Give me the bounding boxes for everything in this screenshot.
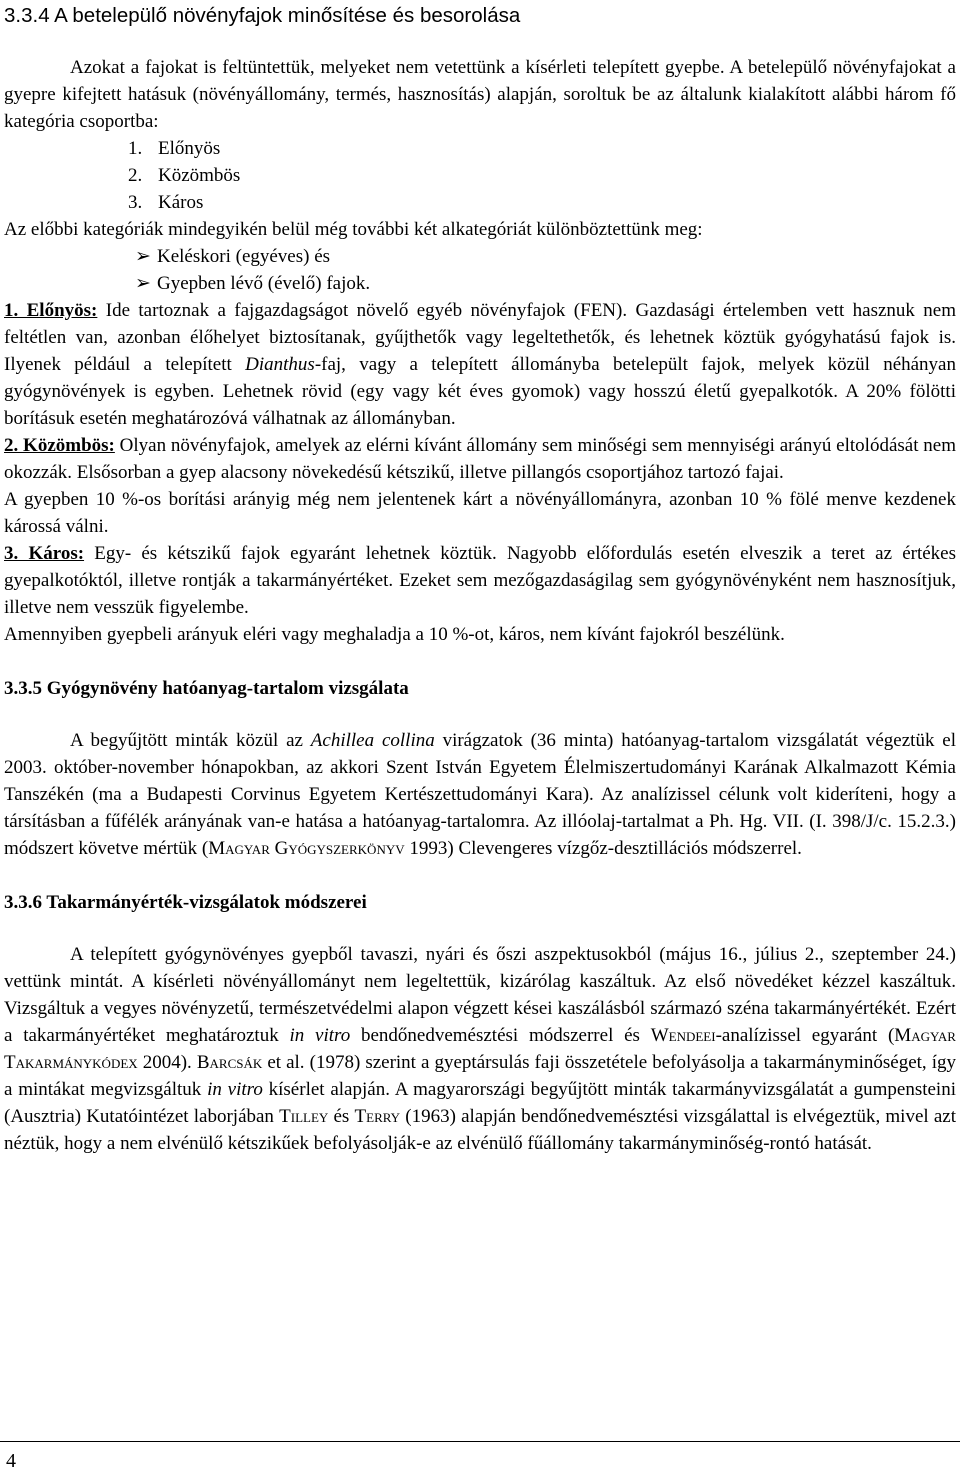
arrow-bullet-icon: ➢ [135,273,151,294]
arrow-bullet-icon: ➢ [135,246,151,267]
subcategory-list [4,243,956,297]
intro-paragraph: Azokat a fajokat is feltüntettük, melyeket nem vetettünk a kísérleti telepített gyepbe. A betelepülő növényfajokat a gyepre kifejtett hatásuk (növényállomány, termés, hasznosítás) alapján, soroltuk be az általunk kialakított alábbi három fő kategória csoportba: [4,57,956,132]
section-heading-334: 3.3.4 A betelepülő növényfajok minősítése és besorolása [4,4,521,27]
section-heading-336: 3.3.6 Takarmányérték-vizsgálatok módszerei [4,892,367,913]
list-item: ➢ Keléskori (egyéves) és [4,243,956,270]
page-number: 4 [6,1450,16,1472]
paragraph-karos: 3. Káros: Egy- és kétszikű fajok egyaránt lehetnek köztük. Nagyobb előfordulás esetén elveszik a teret az értékes gyepalkotóktól, illetve rontják a takarmányértéket. Ezeket sem mezőgazdaságilag sem gyógynövényként nem hasznosítjuk, illetve nem vesszük figyelembe. [4,543,957,618]
section-heading-335: 3.3.5 Gyógynövény hatóanyag-tartalom vizsgálata [4,678,409,699]
list-item: 1. Előnyös [128,138,221,159]
subcategory-intro: Az előbbi kategóriák mindegyikén belül még további két alkategóriát különböztettünk meg: [4,219,703,240]
list-item: 3. Káros [128,192,204,213]
list-item: ➢ Gyepben lévő (évelő) fajok. [4,270,956,297]
paragraph-karos-threshold: Amennyiben gyepbeli arányuk eléri vagy meghaladja a 10 %-ot, káros, nem kívánt fajokról beszélünk. [4,624,785,645]
list-item: 2. Közömbös [128,165,241,186]
document-page [4,0,956,1157]
footer-divider [0,1441,960,1442]
paragraph-gyogynoveny: A begyűjtött minták közül az Achillea collina virágzatok (36 minta) hatóanyag-tartalom vizsgálatát végeztük el 2003. október-november hónapokban, az akkori Szent István Egyetem Élelmiszertudományi Karának Alkalmazott Kémia Tanszékén (ma a Budapesti Corvinus Egyetem Kertészettudományi Kara). Az analízissel célunk volt kideríteni, hogy a társításban a fűfélék arányának van-e hatása a hatóanyag-tartalomra. Az illóolaj-tartalmat a Ph. Hg. VII. (I. 398/J/c. 15.2.3.) módszert követve mértük (Magyar Gyógyszerkönyv 1993) Clevengeres vízgőz-desztillációs módszerrel. [4,730,957,859]
category-list [4,135,956,216]
paragraph-elonyos: 1. Előnyös: Ide tartoznak a fajgazdagságot növelő egyéb növényfajok (FEN). Gazdasági értelemben vett hasznuk nem feltétlen van, azonban élőhelyet biztosítanak, gyűjthetők vagy legeltethetők, és lehetnek köztük gyógyhatású fajok is. Ilyenek például a telepített Dianthus-faj, vagy a telepített állományba betelepült fajok, melyek közül néhányan gyógynövények is egyben. Lehetnek rövid (egy vagy két éves gyomok) vagy hosszú életű gyepalkotók. A 20% fölötti borításuk esetén meghatározóvá válhatnak az állományban. [4,300,956,429]
paragraph-kozombos-threshold: A gyepben 10 %-os borítási arányig még nem jelentenek kárt a növényállományra, azonban 10 % fölé menve kezdenek károssá válni. [4,489,956,537]
paragraph-takarmanyertek: A telepített gyógynövényes gyepből tavaszi, nyári és őszi aszpektusokból (május 16., július 2., szeptember 24.) vettünk mintát. A kísérleti növényállományt nem legeltettük, kizárólag kaszáltuk. Az első növedéket kézzel kaszáltuk. Vizsgáltuk a vegyes növényzetű, természetvédelmi alapon végzett kései kaszálásból származó széna takarmányértékét. Ezért a takarmányértéket meghatároztuk in vitro bendőnedvemésztési módszerrel és Wendeei-analízissel egyaránt (Magyar Takarmánykódex 2004). Barcsák et al. (1978) szerint a gyeptársulás faji összetétele befolyásolja a takarmányminőséget, így a mintákat megvizsgáltuk in vitro kísérlet alapján. A magyarországi begyűjtött minták takarmányvizsgálatát a gumpensteini (Ausztria) Kutatóintézet laborjában Tilley és Terry (1963) alapján bendőnedvemésztési vizsgálattal is elvégeztük, mivel azt néztük, hogy a nem elvénülő kétszikűek befolyásolják-e az elvénülő fűállomány takarmányminőség-rontó hatását. [4,944,956,1154]
paragraph-kozombos: 2. Közömbös: Olyan növényfajok, amelyek az elérni kívánt állomány sem minőségi sem mennyiségi arányú eltolódását nem okozzák. Elsősorban a gyep alacsony növekedésű kétszikű, illetve pillangós csoportjához tartozó fajai. [4,435,956,483]
